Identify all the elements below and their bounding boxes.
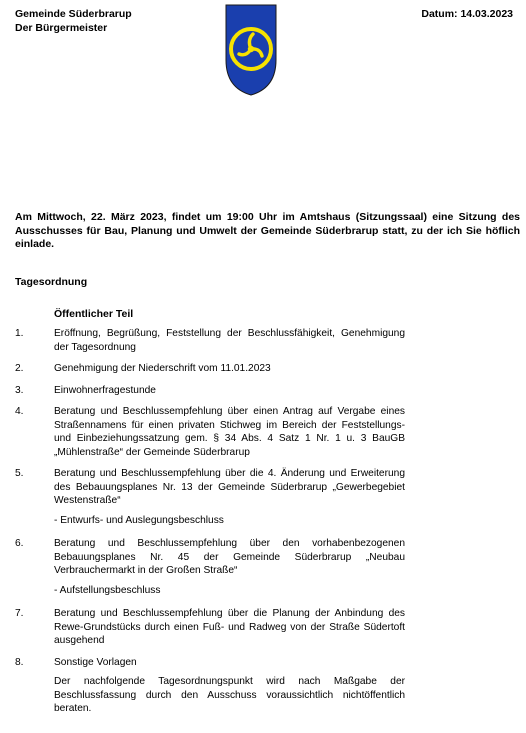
letterhead-sender xyxy=(15,7,132,35)
agenda-item-text: Einwohnerfragestunde xyxy=(54,384,156,396)
agenda-item xyxy=(15,362,405,376)
invitation-text: Am Mittwoch, 22. März 2023, findet um 19:00 Uhr im Amtshaus (Sitzungssaal) eine Sitzung des Ausschusses für Bau, Planung und Umwelt der Gemeinde Süderbrarup statt, zu der ich Sie höflich einlade. xyxy=(15,211,520,250)
agenda-item-text: Beratung und Beschlussempfehlung über die 4. Änderung und Erweiterung des Bebauungsplanes Nr. 13 der Gemeinde Süderbrarup „Gewerbegebiet Westenstraße“ xyxy=(54,468,405,506)
agenda-item-number: 5. xyxy=(15,468,24,479)
agenda-item-text: Genehmigung der Niederschrift vom 11.01.2023 xyxy=(54,363,271,374)
agenda-item-number: 6. xyxy=(15,538,24,549)
agenda-item xyxy=(15,327,405,354)
agenda-item-text: Beratung und Beschlussempfehlung über den vorhabenbezogenen Bebauungsplanes Nr. 45 der Gemeinde Süderbrarup „Neubau Verbrauchermarkt in der Großen Straße“ xyxy=(54,538,405,576)
agenda-item xyxy=(15,384,405,398)
agenda-heading: Tagesordnung xyxy=(15,276,88,288)
agenda-item-text: Sonstige Vorlagen xyxy=(54,656,137,668)
agenda-item-note: Der nachfolgende Tagesordnungspunkt wird nach Maßgabe der Beschlussfassung durch den Ausschuss voraussichtlich nichtöffentlich beraten. xyxy=(54,676,405,714)
agenda-item-number: 7. xyxy=(15,608,24,619)
agenda-item-note: - Aufstellungsbeschluss xyxy=(54,584,161,596)
document-date: Datum: 14.03.2023 xyxy=(421,8,513,20)
coat-of-arms-icon xyxy=(225,4,277,96)
agenda-list xyxy=(15,327,405,716)
agenda-item-number: 8. xyxy=(15,656,24,668)
agenda-item xyxy=(15,656,405,716)
office-name: Der Bürgermeister xyxy=(15,22,108,34)
public-part-heading: Öffentlicher Teil xyxy=(54,308,134,320)
agenda-item-number: 4. xyxy=(15,406,24,417)
agenda-item-text: Eröffnung, Begrüßung, Feststellung der Beschlussfähigkeit, Genehmigung der Tagesordnung xyxy=(54,328,405,353)
agenda-item-number: 2. xyxy=(15,363,24,374)
municipality-name: Gemeinde Süderbrarup xyxy=(15,8,132,20)
agenda-item-number: 3. xyxy=(15,384,24,396)
agenda-item xyxy=(15,607,405,648)
agenda-item-note: - Entwurfs- und Auslegungsbeschluss xyxy=(54,514,224,526)
agenda-item xyxy=(15,467,405,527)
agenda-item xyxy=(15,537,405,597)
agenda-item-text: Beratung und Beschlussempfehlung über einen Antrag auf Vergabe eines Straßennamens für einen privaten Stichweg im Bereich der Feststellungs- und Einbeziehungssatzung gem. § 34 Abs. 4 Satz 1 Nr. 1 u. 3 BauGB „Mühlenstraße“ der Gemeinde Süderbrarup xyxy=(54,406,405,458)
agenda-item-number: 1. xyxy=(15,328,24,339)
agenda-item xyxy=(15,405,405,459)
agenda-item-text: Beratung und Beschlussempfehlung über die Planung der Anbindung des Rewe-Grundstücks durch einen Fuß- und Radweg von der Straße Südertoft ausgehend xyxy=(54,608,405,646)
